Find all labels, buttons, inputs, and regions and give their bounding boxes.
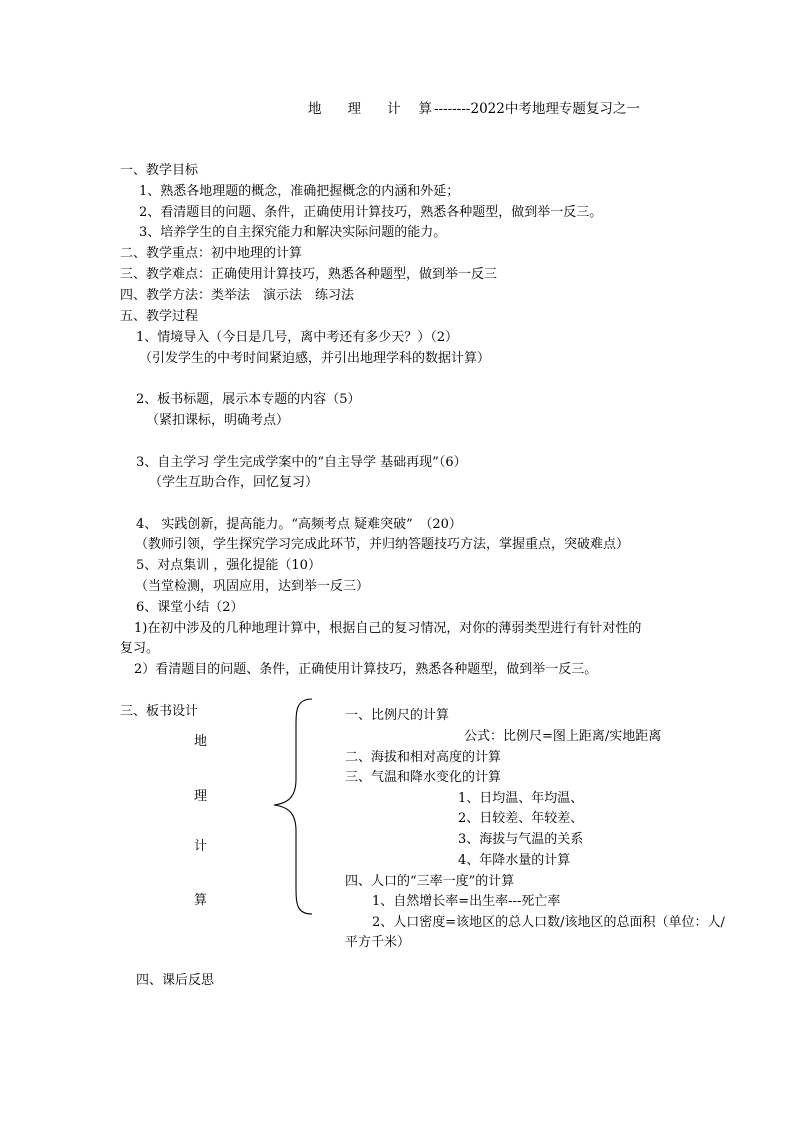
page-title — [308, 100, 640, 118]
board-subline: 2、日较差、年较差、 — [458, 811, 584, 826]
title-char: 理 — [347, 101, 361, 117]
process-heading: 五、教学过程 — [120, 309, 199, 324]
process-note: （当堂检测，巩固应用，达到举一反三） — [135, 579, 370, 594]
process-note: （紧扣课标，明确考点） — [146, 413, 290, 428]
title-suffix: --------2022中考地理专题复习之一 — [434, 101, 640, 117]
board-subline: 3、海拔与气温的关系 — [458, 832, 584, 847]
difficulty: 三、教学难点：正确使用计算技巧，熟悉各种题型，做到举一反三 — [120, 267, 498, 282]
process-step: 6、课堂小结（2） — [136, 600, 244, 615]
board-vertical-char: 理 — [194, 789, 208, 804]
board-vertical-char: 地 — [194, 734, 208, 749]
process-step: 4、 实践创新，提高能力。“高频考点 疑难突破” （20） — [136, 517, 462, 532]
process-note: （引发学生的中考时间紧迫感，并引出地理学科的数据计算） — [139, 351, 491, 366]
title-char: 地 — [308, 101, 322, 117]
goals-heading: 一、教学目标 — [120, 163, 199, 178]
board-subline: 2、人口密度=该地区的总人口数/该地区的总面积（单位：人/ — [372, 915, 725, 930]
process-step: 2、板书标题，展示本专题的内容（5） — [136, 392, 361, 407]
board-line: 二、海拔和相对高度的计算 — [345, 750, 502, 765]
title-char: 计 — [387, 101, 401, 117]
board-subline: 4、年降水量的计算 — [458, 853, 571, 868]
goal-item: 2、看清题目的问题、条件，正确使用计算技巧，熟悉各种题型，做到举一反三。 — [139, 205, 603, 220]
summary-item-cont: 复习。 — [120, 641, 160, 656]
teaching-methods: 四、教学方法：类举法 演示法 练习法 — [120, 288, 355, 303]
board-subline-cont: 平方千米） — [345, 935, 411, 950]
key-point: 二、教学重点：初中地理的计算 — [120, 246, 303, 261]
process-note: （教师引领，学生探究学习完成此环节，并归纳答题技巧方法，掌握重点，突破难点） — [135, 537, 630, 552]
board-line: 三、气温和降水变化的计算 — [345, 770, 502, 785]
summary-item: 2）看清题目的问题、条件，正确使用计算技巧，熟悉各种题型，做到举一反三。 — [134, 662, 598, 677]
board-subline: 1、日均温、年均温、 — [458, 791, 584, 806]
process-step: 3、自主学习 学生完成学案中的“自主导学 基础再现”（6） — [136, 455, 467, 470]
curly-brace — [266, 697, 326, 917]
process-note: （学生互助合作，回忆复习） — [149, 475, 319, 490]
board-subline: 1、自然增长率=出生率---死亡率 — [372, 894, 561, 909]
goal-item: 1、熟悉各地理题的概念，准确把握概念的内涵和外延； — [139, 184, 460, 199]
summary-item: 1)在初中涉及的几种地理计算中，根据自己的复习情况，对你的薄弱类型进行有针对性的 — [134, 621, 642, 636]
board-line: 四、人口的“三率一度”的计算 — [345, 874, 515, 889]
board-vertical-char: 计 — [194, 839, 208, 854]
board-line: 一、比例尺的计算 — [345, 708, 450, 723]
board-vertical-char: 算 — [194, 893, 208, 908]
title-char: 算 — [418, 101, 432, 117]
reflection-heading: 四、课后反思 — [136, 973, 215, 988]
process-step: 1、情境导入（今日是几号，离中考还有多少天？）（2） — [136, 330, 459, 345]
process-step: 5、对点集训 ，强化提能（10） — [136, 558, 321, 573]
board-heading: 三、板书设计 — [120, 704, 199, 719]
board-formula: 公式：比例尺=图上距离/实地距离 — [464, 729, 662, 744]
goal-item: 3、培养学生的自主探究能力和解决实际问题的能力。 — [139, 225, 447, 240]
